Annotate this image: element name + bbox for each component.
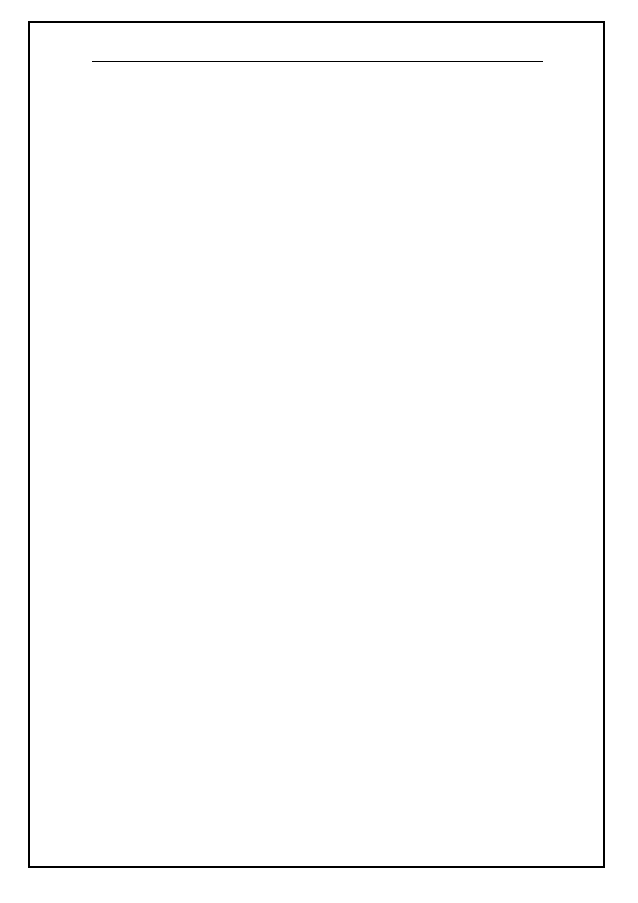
- arrow-bullet-icon: [114, 151, 128, 165]
- arrow-bullet-icon: [114, 125, 128, 139]
- arrow-bullet-icon: [114, 390, 128, 404]
- arrow-bullet-icon: [114, 340, 128, 354]
- arrow-bullet-icon: [114, 99, 128, 113]
- arrow-bullet-icon: [114, 494, 128, 508]
- arrow-bullet-icon: [114, 203, 128, 217]
- arrow-bullet-icon: [114, 73, 128, 87]
- header-divider: [92, 61, 543, 62]
- arrow-bullet-icon: [114, 177, 128, 191]
- arrow-bullet-icon: [114, 442, 128, 456]
- arrow-bullet-icon: [114, 468, 128, 482]
- arrow-bullet-icon: [114, 416, 128, 430]
